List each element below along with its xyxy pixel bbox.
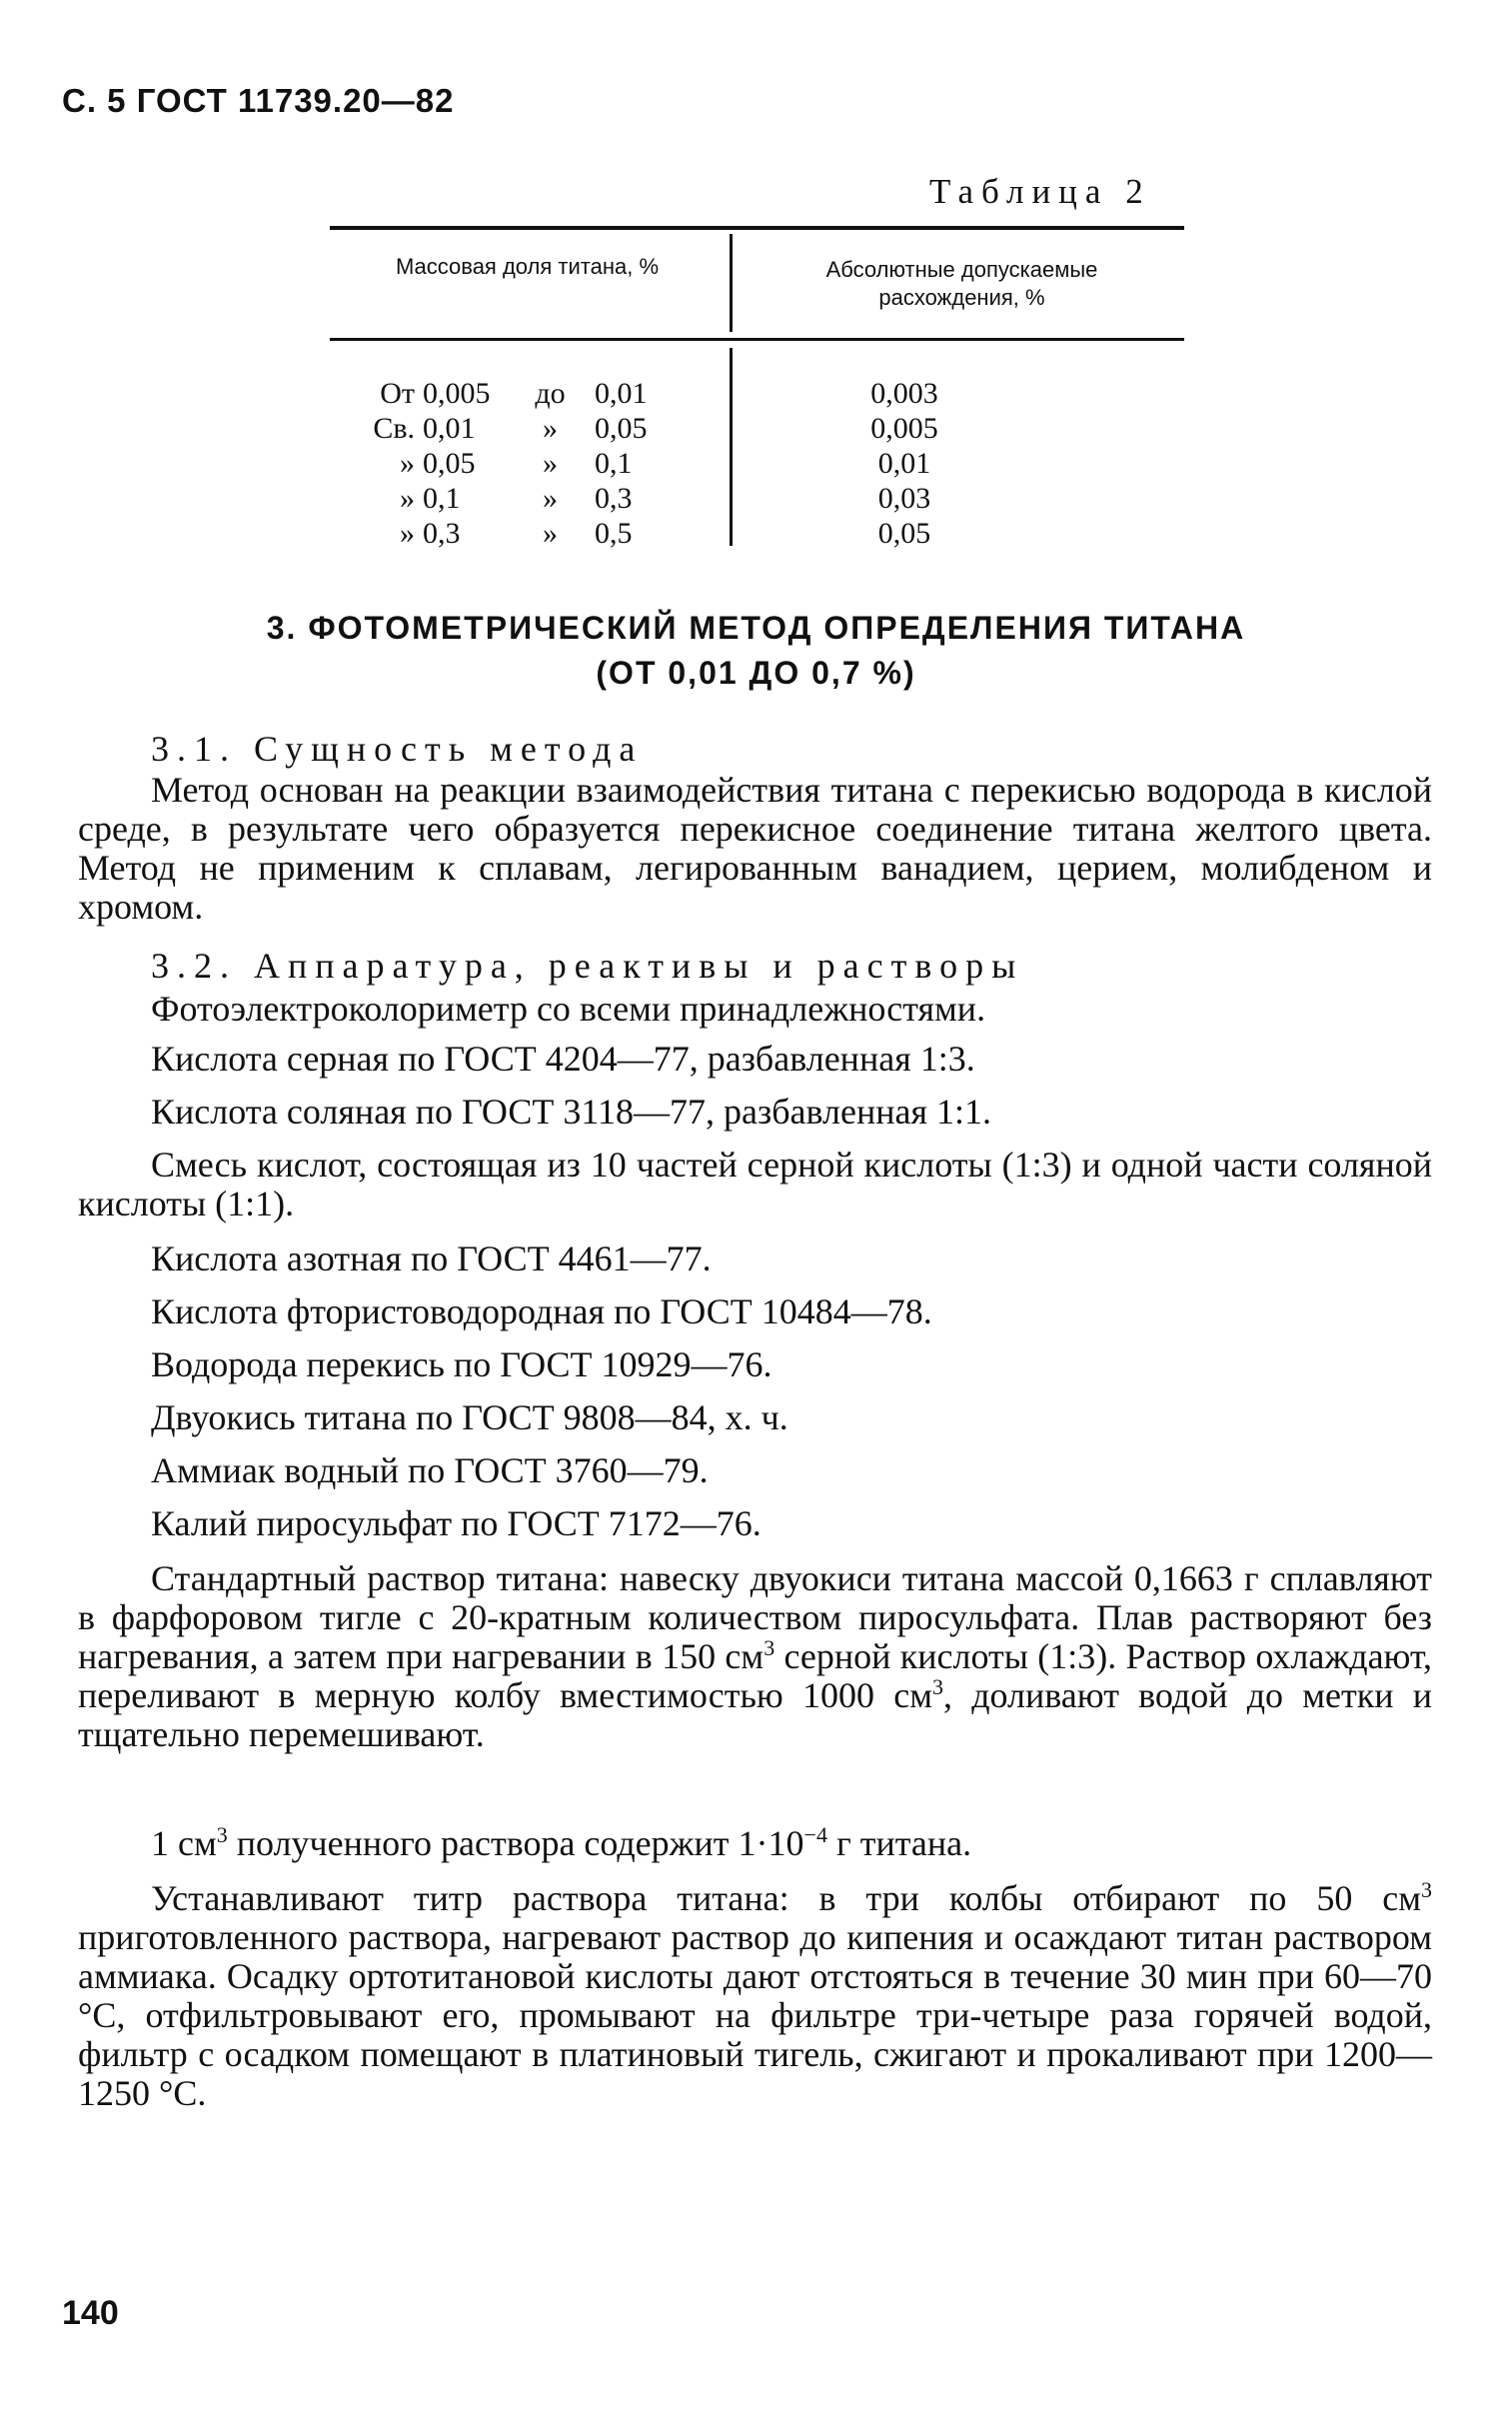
row-prefix: » — [400, 517, 415, 550]
row-prefix: Св. — [373, 412, 415, 445]
table-top-rule — [330, 226, 1184, 230]
reagent-item: Двуокись титана по ГОСТ 9808—84, х. ч. — [151, 1397, 788, 1437]
row-separator: до — [535, 377, 566, 410]
section-title: 3. ФОТОМЕТРИЧЕСКИЙ МЕТОД ОПРЕДЕЛЕНИЯ ТИТАНА — [266, 610, 1246, 646]
reagent-item: Водорода перекись по ГОСТ 10929—76. — [151, 1344, 772, 1384]
text-run: г титана. — [826, 1823, 972, 1863]
superscript: 3 — [763, 1635, 775, 1660]
reagent-item: Кислота азотная по ГОСТ 4461—77. — [151, 1238, 712, 1278]
row-value: 0,005 — [870, 412, 938, 445]
table-header-divider — [730, 234, 733, 332]
superscript: 3 — [216, 1822, 228, 1847]
row-separator: » — [543, 482, 558, 515]
row-from: 0,3 — [423, 517, 461, 550]
row-prefix: От — [380, 377, 415, 410]
row-separator: » — [543, 447, 558, 480]
acid-mixture-paragraph: Смесь кислот, состоящая из 10 частей серной кислоты (1:3) и одной части соляной кислоты (1:1). — [78, 1145, 1432, 1223]
row-to: 0,05 — [595, 412, 648, 445]
row-value: 0,03 — [877, 482, 931, 515]
row-from: 0,01 — [423, 412, 476, 445]
table-row — [345, 376, 1184, 411]
page-number: 140 — [62, 2294, 119, 2332]
reagent-item: Кислота серная по ГОСТ 4204—77, разбавленная 1:3. — [151, 1039, 975, 1079]
data-table — [330, 226, 1184, 556]
column-header-tolerance — [740, 256, 1184, 312]
subsection-heading-3-2: 3.2. Аппаратура, реактивы и растворы — [151, 946, 1024, 986]
reagent-item: Аммиак водный по ГОСТ 3760—79. — [151, 1450, 709, 1490]
table-header-rule — [330, 338, 1184, 341]
row-from: 0,05 — [423, 447, 476, 480]
row-to: 0,1 — [595, 447, 633, 480]
text-run: полученного раствора содержит 1·10 — [227, 1823, 804, 1863]
table-caption: Таблица 2 — [929, 172, 1151, 211]
reagent-item: Фотоэлектроколориметр со всеми принадлежностями. — [151, 989, 986, 1029]
superscript: 3 — [1421, 1877, 1432, 1902]
text-run: приготовленного раствора, нагревают раствор до кипения и осаждают титан раствором аммиака. Осадку ортотитановой кислоты дают отстояться в течение 30 мин при 60—70 °C, отфильтровывают его, промывают на фильтре три-четыре раза горячей водой, фильтр с осадком помещают в платиновый тигель, сжигают и прокаливают при 1200—1250 °C. — [78, 1917, 1432, 2113]
text-run: Стандартный раствор титана: навеску двуокиси титана массой 0,1663 г сплавляют в фарфоровом тигле с 20-кратным количеством пиросульфата. Плав растворяют без нагревания, а затем при нагревании в 150 см — [78, 1558, 1432, 1676]
table-row — [345, 516, 1184, 551]
column-header-mass-fraction: Массовая доля титана, % — [395, 254, 660, 279]
standard-solution-paragraph — [78, 1559, 1432, 1754]
table-body — [345, 376, 1184, 551]
superscript: 3 — [931, 1674, 943, 1699]
running-header: С. 5 ГОСТ 11739.20—82 — [62, 82, 455, 119]
method-principle-paragraph: Метод основан на реакции взаимодействия титана с перекисью водорода в кислой среде, в результате чего образуется перекисное соединение титана желтого цвета. Метод не применим к сплавам, легированным ванадием, церием, молибденом и хромом. — [78, 770, 1432, 927]
titer-paragraph — [78, 1879, 1432, 2113]
column-header-tolerance-line1: Абсолютные допускаемые — [825, 257, 1098, 282]
subsection-heading-3-1: 3.1. Сущность метода — [151, 729, 644, 769]
reagent-item: Кислота соляная по ГОСТ 3118—77, разбавленная 1:1. — [151, 1092, 992, 1132]
column-header-tolerance-line2: расхождения, % — [878, 285, 1045, 310]
table-row — [345, 481, 1184, 516]
table-row — [345, 411, 1184, 446]
row-prefix: » — [400, 447, 415, 480]
row-separator: » — [543, 517, 558, 550]
concentration-paragraph — [78, 1824, 1432, 1863]
row-to: 0,3 — [595, 482, 633, 515]
row-value: 0,05 — [877, 517, 931, 550]
text-run: , доливают водой до метки и тщательно перемешивают. — [78, 1675, 1432, 1754]
section-title-range: (ОТ 0,01 ДО 0,7 %) — [596, 655, 916, 691]
superscript: −4 — [803, 1822, 827, 1847]
text-run: Устанавливают титр раствора титана: в три колбы отбирают по 50 см — [151, 1878, 1421, 1918]
row-value: 0,003 — [870, 377, 938, 410]
row-from: 0,1 — [423, 482, 461, 515]
row-value: 0,01 — [877, 447, 931, 480]
row-to: 0,01 — [595, 377, 648, 410]
reagent-item: Калий пиросульфат по ГОСТ 7172—76. — [151, 1503, 761, 1543]
text-run: серной кислоты (1:3). Раствор охлаждают, переливают в мерную колбу вместимостью 1000 см — [78, 1636, 1432, 1715]
reagent-item: Кислота фтористоводородная по ГОСТ 10484—78. — [151, 1291, 932, 1331]
text-run: 1 см — [151, 1823, 217, 1863]
row-separator: » — [543, 412, 558, 445]
row-to: 0,5 — [595, 517, 633, 550]
table-row — [345, 446, 1184, 481]
row-prefix: » — [400, 482, 415, 515]
row-from: 0,005 — [423, 377, 491, 410]
